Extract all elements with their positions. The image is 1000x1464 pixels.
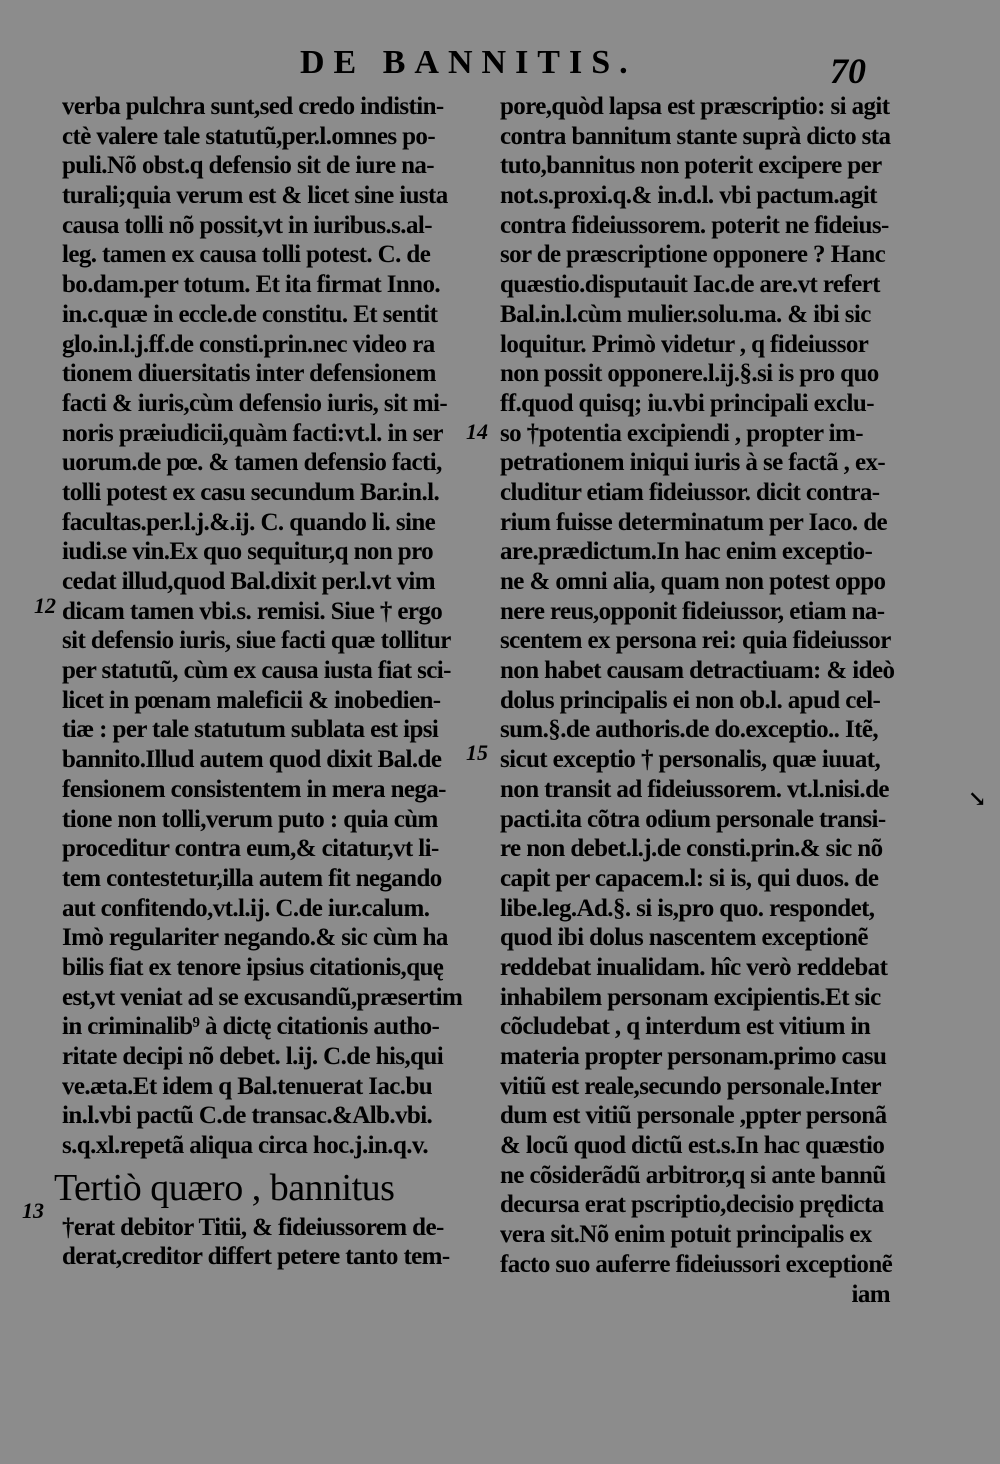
text-line: cluditur etiam fideiussor. dicit contra- — [500, 478, 880, 506]
text-line: libe.leg.Ad.§. si is,pro quo. respondet, — [500, 894, 875, 922]
text-line: sicut exceptio † personalis, quæ iuuat, — [500, 746, 881, 774]
text-line: in.c.quæ in eccle.de constitu. Et sentit — [62, 300, 438, 328]
text-line: vitiũ est reale,secundo personale.Inter — [500, 1072, 881, 1100]
text-line: vera sit.Nõ enim potuit principalis ex — [500, 1221, 872, 1249]
text-line: in criminalib⁹ à dictę citationis autho- — [62, 1013, 440, 1041]
text-line: causa tolli nõ possit,vt in iuribus.s.al- — [62, 211, 432, 239]
text-line: quæstio.disputauit Iac.de are.vt refert — [500, 271, 880, 299]
text-line: are.prædictum.In hac enim exceptio- — [500, 538, 873, 566]
text-line: derat,creditor differt petere tanto tem- — [62, 1243, 450, 1271]
text-line: verba pulchra sunt,sed credo indistin- — [62, 93, 444, 120]
text-line: quod ibi dolus nascentem exceptionẽ — [500, 924, 868, 952]
text-line: bilis fiat ex tenore ipsius citationis,quę — [62, 953, 444, 981]
text-line: proceditur contra eum,& citatur,vt li- — [62, 835, 439, 863]
text-line: so †potentia excipiendi , propter im- — [500, 419, 863, 447]
text-line: ctè valere tale statutũ,per.l.omnes po- — [62, 122, 436, 150]
text-line: s.q.xl.repetã aliqua circa hoc.j.in.q.v. — [62, 1132, 429, 1160]
right-text-block — [500, 92, 902, 1280]
text-line: fensionem consistentem in mera nega- — [62, 775, 446, 803]
text-line: facto suo auferre fideiussori exceptionẽ — [500, 1250, 893, 1278]
margin-marker-15: 15 — [466, 740, 488, 765]
text-line: turali;quia verum est & licet sine iusta — [62, 182, 448, 210]
text-line: materia propter personam.primo casu — [500, 1043, 887, 1070]
text-line: tolli potest ex casu secundum Bar.in.l. — [62, 478, 440, 506]
left-column — [54, 92, 463, 1272]
left-text-after-heading — [62, 1213, 462, 1272]
text-line: tionem diuersitatis inter defensionem — [62, 360, 436, 388]
text-line: petrationem iniqui iuris à se factã , ex- — [500, 449, 886, 477]
text-line: contra fideiussorem. poterit ne fideius- — [500, 211, 889, 239]
right-column — [500, 92, 902, 1309]
text-line: Bal.in.l.cùm mulier.solu.ma. & ibi sic — [500, 300, 871, 328]
text-line: noris præiudicii,quàm facti:vt.l. in ser — [62, 419, 443, 447]
text-line: dum est vitiũ personale ,ppter personã — [500, 1102, 887, 1130]
page-number: 70 — [830, 51, 866, 91]
text-line: inhabilem personam excipientis.Et sic — [500, 983, 881, 1011]
text-line: sor de præscriptione opponere ? Hanc — [500, 241, 886, 269]
text-line: tione non tolli,verum puto : quia cùm — [62, 805, 438, 833]
text-line: per statutũ, cùm ex causa iusta fiat sci- — [62, 657, 451, 685]
margin-tick-mark: ↘ — [968, 786, 987, 811]
left-text-block — [62, 92, 462, 1161]
text-line: contra bannitum stante suprà dicto sta — [500, 122, 891, 150]
text-line: pacti.ita cõtra odium personale transi- — [500, 805, 886, 833]
text-line: re non debet.l.j.de consti.prin.& sic nõ — [500, 835, 883, 863]
text-line: uorum.de pœ. & tamen defensio facti, — [62, 449, 442, 477]
text-line: non transit ad fideiussorem. vt.l.nisi.de — [500, 775, 889, 803]
text-line: facti & iuris,cùm defensio iuris, sit mi- — [62, 389, 448, 417]
text-line: sit defensio iuris, siue facti quæ tollitur — [62, 627, 451, 655]
text-line: aut confitendo,vt.l.ij. C.de iur.calum. — [62, 894, 430, 922]
text-line: licet in pœnam maleficii & inobedien- — [62, 686, 441, 714]
text-line: ne & omni alia, quam non potest oppo — [500, 568, 886, 595]
text-line: ve.æta.Et idem q Bal.tenuerat Iac.bu — [62, 1072, 433, 1100]
text-line: bo.dam.per totum. Et ita firmat Inno. — [62, 271, 441, 299]
text-line: cedat illud,quod Bal.dixit per.l.vt vim — [62, 568, 435, 595]
section-heading: Tertiò quæro , bannitus — [54, 1166, 395, 1209]
text-line: leg. tamen ex causa tolli potest. C. de — [62, 241, 431, 269]
text-line: not.s.proxi.q.& in.d.l. vbi pactum.agit — [500, 182, 877, 210]
text-line: loquitur. Primò videtur , q fideiussor — [500, 330, 869, 358]
text-line: cõcludebat , q interdum est vitium in — [500, 1013, 871, 1041]
text-line: glo.in.l.j.ff.de consti.prin.nec video ra — [62, 330, 435, 358]
text-line: in.l.vbi pactũ C.de transac.&Alb.vbi. — [62, 1102, 433, 1130]
text-line: dolus principalis ei non ob.l. apud cel- — [500, 686, 881, 714]
margin-marker-14: 14 — [466, 419, 488, 444]
margin-marker-13: 13 — [22, 1198, 44, 1223]
text-line: Imò regulariter negando.& sic cùm ha — [62, 924, 448, 952]
text-line: tiæ : per tale statutum sublata est ipsi — [62, 716, 439, 744]
text-line: non habet causam detractiuam: & ideò — [500, 657, 895, 685]
text-line: puli.Nõ obst.q defensio sit de iure na- — [62, 152, 435, 180]
text-line: non possit opponere.l.ij.§.si is pro quo — [500, 360, 879, 388]
text-line: decursa erat pscriptio,decisio prędicta — [500, 1191, 884, 1219]
text-line: dicam tamen vbi.s. remisi. Siue † ergo — [62, 597, 443, 625]
text-line: tuto,bannitus non poterit excipere per — [500, 152, 882, 180]
text-line: rium fuisse determinatum per Iaco. de — [500, 508, 888, 536]
text-line: reddebat inualidam. hîc verò reddebat — [500, 953, 888, 981]
text-line: ritate decipi nõ debet. l.ij. C.de his,qui — [62, 1043, 444, 1070]
text-line: & locũ quod dictũ est.s.In hac quæstio — [500, 1132, 885, 1160]
text-line: capit per capacem.l: si is, qui duos. de — [500, 864, 879, 892]
running-head: DE BANNITIS. — [300, 44, 637, 81]
text-line: iudi.se vin.Ex quo sequitur,q non pro — [62, 538, 434, 566]
text-line: pore,quòd lapsa est præscriptio: si agit — [500, 93, 890, 120]
text-line: est,vt veniat ad se excusandũ,præsertim — [62, 983, 463, 1011]
text-line: ne cõsiderãdũ arbitror,q si ante bannũ — [500, 1161, 886, 1189]
text-line: sum.§.de authoris.de do.exceptio.. Itẽ, — [500, 716, 878, 744]
text-line: facultas.per.l.j.&.ij. C. quando li. sine — [62, 508, 436, 536]
text-line: scentem ex persona rei: quia fideiussor — [500, 627, 891, 655]
text-line: bannito.Illud autem quod dixit Bal.de — [62, 746, 442, 774]
text-line: tem contestetur,illa autem fit negando — [62, 864, 442, 892]
catchword: iam — [851, 1280, 890, 1308]
text-line: †erat debitor Titii, & fideiussorem de- — [62, 1213, 444, 1241]
text-line: ff.quod quisq; iu.vbi principali exclu- — [500, 389, 874, 417]
text-line: nere reus,opponit fideiussor, etiam na- — [500, 597, 885, 625]
margin-marker-12: 12 — [34, 593, 56, 618]
